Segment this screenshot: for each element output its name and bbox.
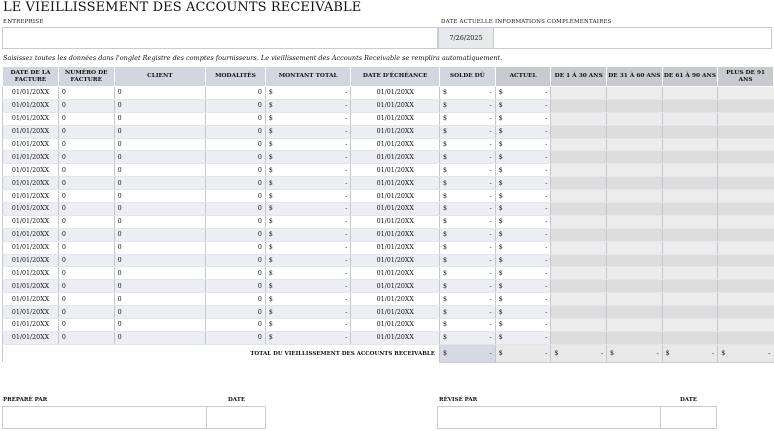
page-title: LE VIEILLISSEMENT DES ACCOUNTS RECEIVABLE xyxy=(3,0,362,15)
table-row xyxy=(3,164,774,177)
cell-client[interactable]: 0 xyxy=(114,99,205,112)
cell-91-plus xyxy=(718,293,774,306)
cell-due-date[interactable]: 01/01/20XX xyxy=(351,112,440,125)
cell-31-60 xyxy=(607,87,663,100)
cell-current[interactable]: $ - xyxy=(495,87,551,100)
cell-due-date[interactable]: 01/01/20XX xyxy=(351,306,440,319)
cell-1-30 xyxy=(551,241,607,254)
cell-due-date[interactable]: 01/01/20XX xyxy=(351,164,440,177)
cell-61-90 xyxy=(662,190,718,203)
cell-invoice-date[interactable]: 01/01/20XX xyxy=(3,164,59,177)
cell-terms[interactable]: 0 xyxy=(206,112,266,125)
cell-current[interactable]: $ - xyxy=(495,254,551,267)
cell-1-30 xyxy=(551,190,607,203)
cell-invoice-date[interactable]: 01/01/20XX xyxy=(3,215,59,228)
cell-invoice-number[interactable]: 0 xyxy=(58,125,114,138)
cell-terms[interactable]: 0 xyxy=(206,99,266,112)
cell-balance[interactable]: $ - xyxy=(439,190,495,203)
cell-due-date[interactable]: 01/01/20XX xyxy=(351,177,440,190)
cell-balance[interactable]: $ - xyxy=(439,99,495,112)
cell-61-90 xyxy=(662,254,718,267)
cell-client[interactable]: 0 xyxy=(114,280,205,293)
cell-91-plus xyxy=(718,241,774,254)
prepared-date-label: DATE xyxy=(228,397,246,403)
cell-invoice-number[interactable]: 0 xyxy=(58,215,114,228)
cell-total[interactable]: $ - xyxy=(265,190,351,203)
cell-current[interactable]: $ - xyxy=(495,241,551,254)
cell-due-date[interactable]: 01/01/20XX xyxy=(351,151,440,164)
cell-1-30 xyxy=(551,319,607,332)
cell-terms[interactable]: 0 xyxy=(206,228,266,241)
cell-balance[interactable]: $ - xyxy=(439,87,495,100)
cell-31-60 xyxy=(607,331,663,344)
table-row xyxy=(3,254,774,267)
cell-invoice-date[interactable]: 01/01/20XX xyxy=(3,331,59,344)
cell-client[interactable]: 0 xyxy=(114,241,205,254)
cell-due-date[interactable]: 01/01/20XX xyxy=(351,215,440,228)
cell-31-60 xyxy=(607,99,663,112)
cell-terms[interactable]: 0 xyxy=(206,125,266,138)
cell-invoice-date[interactable]: 01/01/20XX xyxy=(3,112,59,125)
cell-31-60 xyxy=(607,112,663,125)
cell-invoice-date[interactable]: 01/01/20XX xyxy=(3,241,59,254)
cell-91-plus xyxy=(718,267,774,280)
cell-total[interactable]: $ - xyxy=(265,331,351,344)
cell-due-date[interactable]: 01/01/20XX xyxy=(351,190,440,203)
cell-balance[interactable]: $ - xyxy=(439,306,495,319)
cell-client[interactable]: 0 xyxy=(114,177,205,190)
cell-client[interactable]: 0 xyxy=(114,215,205,228)
cell-balance[interactable]: $ - xyxy=(439,331,495,344)
table-row xyxy=(3,138,774,151)
cell-current[interactable]: $ - xyxy=(495,293,551,306)
cell-client[interactable]: 0 xyxy=(114,125,205,138)
cell-91-plus xyxy=(718,87,774,100)
cell-invoice-number[interactable]: 0 xyxy=(58,306,114,319)
cell-current[interactable]: $ - xyxy=(495,164,551,177)
cell-terms[interactable]: 0 xyxy=(206,203,266,216)
total-91-plus: $ - xyxy=(718,344,774,362)
cell-31-60 xyxy=(607,151,663,164)
col-current: ACTUEL xyxy=(495,67,551,87)
col-invoice-number: NUMÉRO DE FACTURE xyxy=(58,67,114,87)
cell-1-30 xyxy=(551,177,607,190)
cell-due-date[interactable]: 01/01/20XX xyxy=(351,254,440,267)
cell-1-30 xyxy=(551,267,607,280)
cell-total[interactable]: $ - xyxy=(265,319,351,332)
cell-61-90 xyxy=(662,228,718,241)
table-row xyxy=(3,151,774,164)
col-due-date: DATE D'ÉCHÉANCE xyxy=(351,67,440,87)
cell-client[interactable]: 0 xyxy=(114,138,205,151)
cell-91-plus xyxy=(718,151,774,164)
cell-61-90 xyxy=(662,177,718,190)
cell-invoice-date[interactable]: 01/01/20XX xyxy=(3,254,59,267)
reviewed-by-field[interactable] xyxy=(437,406,661,429)
current-date-field[interactable]: 7/26/2025 xyxy=(438,27,494,49)
cell-91-plus xyxy=(718,190,774,203)
cell-invoice-date[interactable]: 01/01/20XX xyxy=(3,177,59,190)
cell-terms[interactable]: 0 xyxy=(206,241,266,254)
cell-invoice-number[interactable]: 0 xyxy=(58,267,114,280)
cell-total[interactable]: $ - xyxy=(265,241,351,254)
cell-total[interactable]: $ - xyxy=(265,267,351,280)
cell-invoice-number[interactable]: 0 xyxy=(58,99,114,112)
table-row xyxy=(3,112,774,125)
table-row xyxy=(3,215,774,228)
cell-invoice-number[interactable]: 0 xyxy=(58,190,114,203)
cell-balance[interactable]: $ - xyxy=(439,151,495,164)
cell-client[interactable]: 0 xyxy=(114,228,205,241)
cell-client[interactable]: 0 xyxy=(114,331,205,344)
aging-table xyxy=(2,66,774,363)
cell-1-30 xyxy=(551,254,607,267)
cell-balance[interactable]: $ - xyxy=(439,203,495,216)
col-91-plus: PLUS DE 91 ANS xyxy=(718,67,774,87)
cell-due-date[interactable]: 01/01/20XX xyxy=(351,293,440,306)
cell-invoice-number[interactable]: 0 xyxy=(58,177,114,190)
cell-31-60 xyxy=(607,177,663,190)
cell-client[interactable]: 0 xyxy=(114,190,205,203)
cell-31-60 xyxy=(607,190,663,203)
cell-client[interactable]: 0 xyxy=(114,151,205,164)
cell-balance[interactable]: $ - xyxy=(439,319,495,332)
cell-invoice-number[interactable]: 0 xyxy=(58,293,114,306)
table-row xyxy=(3,293,774,306)
cell-91-plus xyxy=(718,280,774,293)
cell-client[interactable]: 0 xyxy=(114,306,205,319)
reviewed-by-label: RÉVISÉ PAR xyxy=(439,397,478,403)
cell-client[interactable]: 0 xyxy=(114,267,205,280)
cell-31-60 xyxy=(607,164,663,177)
col-client: CLIENT xyxy=(114,67,205,87)
cell-invoice-date[interactable]: 01/01/20XX xyxy=(3,203,59,216)
cell-terms[interactable]: 0 xyxy=(206,177,266,190)
cell-balance[interactable]: $ - xyxy=(439,125,495,138)
cell-client[interactable]: 0 xyxy=(114,112,205,125)
cell-balance[interactable]: $ - xyxy=(439,293,495,306)
cell-due-date[interactable]: 01/01/20XX xyxy=(351,125,440,138)
cell-invoice-date[interactable]: 01/01/20XX xyxy=(3,306,59,319)
cell-balance[interactable]: $ - xyxy=(439,228,495,241)
cell-due-date[interactable]: 01/01/20XX xyxy=(351,280,440,293)
cell-1-30 xyxy=(551,164,607,177)
cell-91-plus xyxy=(718,319,774,332)
additional-info-field[interactable] xyxy=(493,27,772,49)
cell-31-60 xyxy=(607,125,663,138)
cell-terms[interactable]: 0 xyxy=(206,164,266,177)
cell-current[interactable]: $ - xyxy=(495,319,551,332)
cell-due-date[interactable]: 01/01/20XX xyxy=(351,267,440,280)
cell-1-30 xyxy=(551,280,607,293)
cell-61-90 xyxy=(662,112,718,125)
cell-invoice-date[interactable]: 01/01/20XX xyxy=(3,267,59,280)
cell-due-date[interactable]: 01/01/20XX xyxy=(351,87,440,100)
cell-total[interactable]: $ - xyxy=(265,280,351,293)
cell-invoice-date[interactable]: 01/01/20XX xyxy=(3,87,59,100)
cell-balance[interactable]: $ - xyxy=(439,138,495,151)
cell-invoice-date[interactable]: 01/01/20XX xyxy=(3,99,59,112)
cell-invoice-number[interactable]: 0 xyxy=(58,228,114,241)
cell-terms[interactable]: 0 xyxy=(206,138,266,151)
cell-total[interactable]: $ - xyxy=(265,228,351,241)
cell-total[interactable]: $ - xyxy=(265,112,351,125)
col-balance-due: SOLDE DÛ xyxy=(439,67,495,87)
cell-due-date[interactable]: 01/01/20XX xyxy=(351,99,440,112)
cell-current[interactable]: $ - xyxy=(495,99,551,112)
total-61-90: $ - xyxy=(662,344,718,362)
current-date-label: DATE ACTUELLE xyxy=(441,19,493,25)
cell-1-30 xyxy=(551,228,607,241)
cell-1-30 xyxy=(551,112,607,125)
table-row xyxy=(3,241,774,254)
cell-61-90 xyxy=(662,319,718,332)
cell-91-plus xyxy=(718,99,774,112)
col-invoice-date: DATE DE LA FACTURE xyxy=(3,67,59,87)
cell-balance[interactable]: $ - xyxy=(439,254,495,267)
total-31-60: $ - xyxy=(607,344,663,362)
cell-terms[interactable]: 0 xyxy=(206,215,266,228)
cell-61-90 xyxy=(662,280,718,293)
cell-31-60 xyxy=(607,280,663,293)
instructions-text: Saisissez toutes les données dans l'onglet Registre des comptes fournisseurs. Le vieillissement des Accounts Receivable se remplira automatiquement. xyxy=(3,54,503,62)
table-row xyxy=(3,177,774,190)
col-61-90: DE 61 À 90 ANS xyxy=(662,67,718,87)
cell-1-30 xyxy=(551,331,607,344)
cell-due-date[interactable]: 01/01/20XX xyxy=(351,331,440,344)
cell-total[interactable]: $ - xyxy=(265,306,351,319)
cell-total[interactable]: $ - xyxy=(265,99,351,112)
cell-current[interactable]: $ - xyxy=(495,306,551,319)
additional-info-label: INFORMATIONS COMPLÉMENTAIRES xyxy=(495,19,612,25)
cell-current[interactable]: $ - xyxy=(495,203,551,216)
cell-invoice-number[interactable]: 0 xyxy=(58,203,114,216)
cell-1-30 xyxy=(551,215,607,228)
cell-client[interactable]: 0 xyxy=(114,203,205,216)
cell-current[interactable]: $ - xyxy=(495,267,551,280)
cell-31-60 xyxy=(607,203,663,216)
cell-terms[interactable]: 0 xyxy=(206,87,266,100)
cell-invoice-number[interactable]: 0 xyxy=(58,241,114,254)
cell-31-60 xyxy=(607,319,663,332)
cell-1-30 xyxy=(551,138,607,151)
cell-91-plus xyxy=(718,228,774,241)
company-label: ENTREPRISE xyxy=(3,19,44,25)
cell-current[interactable]: $ - xyxy=(495,125,551,138)
table-row xyxy=(3,331,774,344)
table-body xyxy=(3,87,774,345)
cell-invoice-date[interactable]: 01/01/20XX xyxy=(3,190,59,203)
cell-91-plus xyxy=(718,254,774,267)
prepared-by-field[interactable] xyxy=(2,406,207,429)
cell-due-date[interactable]: 01/01/20XX xyxy=(351,319,440,332)
table-row xyxy=(3,190,774,203)
cell-current[interactable]: $ - xyxy=(495,190,551,203)
cell-current[interactable]: $ - xyxy=(495,138,551,151)
cell-total[interactable]: $ - xyxy=(265,164,351,177)
cell-total[interactable]: $ - xyxy=(265,138,351,151)
cell-terms[interactable]: 0 xyxy=(206,293,266,306)
cell-31-60 xyxy=(607,293,663,306)
cell-invoice-date[interactable]: 01/01/20XX xyxy=(3,151,59,164)
cell-terms[interactable]: 0 xyxy=(206,319,266,332)
table-header-row xyxy=(3,67,774,87)
cell-total[interactable]: $ - xyxy=(265,215,351,228)
cell-61-90 xyxy=(662,331,718,344)
total-balance: $ - xyxy=(439,344,495,362)
company-field[interactable] xyxy=(2,27,438,49)
table-row xyxy=(3,99,774,112)
cell-61-90 xyxy=(662,203,718,216)
col-31-60: DE 31 À 60 ANS xyxy=(607,67,663,87)
cell-61-90 xyxy=(662,138,718,151)
cell-31-60 xyxy=(607,267,663,280)
table-row xyxy=(3,87,774,100)
cell-1-30 xyxy=(551,125,607,138)
cell-invoice-number[interactable]: 0 xyxy=(58,280,114,293)
cell-balance[interactable]: $ - xyxy=(439,241,495,254)
cell-client[interactable]: 0 xyxy=(114,254,205,267)
table-row xyxy=(3,267,774,280)
cell-invoice-number[interactable]: 0 xyxy=(58,138,114,151)
cell-61-90 xyxy=(662,267,718,280)
cell-1-30 xyxy=(551,306,607,319)
cell-31-60 xyxy=(607,215,663,228)
totals-label: TOTAL DU VIEILLISSEMENT DES ACCOUNTS RECEIVABLE xyxy=(3,344,440,362)
cell-invoice-date[interactable]: 01/01/20XX xyxy=(3,125,59,138)
cell-61-90 xyxy=(662,87,718,100)
cell-current[interactable]: $ - xyxy=(495,228,551,241)
cell-client[interactable]: 0 xyxy=(114,293,205,306)
cell-91-plus xyxy=(718,125,774,138)
cell-balance[interactable]: $ - xyxy=(439,280,495,293)
cell-invoice-date[interactable]: 01/01/20XX xyxy=(3,280,59,293)
cell-client[interactable]: 0 xyxy=(114,164,205,177)
prepared-by-label: PRÉPARÉ PAR xyxy=(3,397,48,403)
cell-terms[interactable]: 0 xyxy=(206,280,266,293)
cell-31-60 xyxy=(607,228,663,241)
cell-terms[interactable]: 0 xyxy=(206,331,266,344)
col-total-amount: MONTANT TOTAL xyxy=(265,67,351,87)
reviewed-date-label: DATE xyxy=(680,397,698,403)
cell-invoice-number[interactable]: 0 xyxy=(58,151,114,164)
cell-total[interactable]: $ - xyxy=(265,293,351,306)
cell-due-date[interactable]: 01/01/20XX xyxy=(351,228,440,241)
cell-current[interactable]: $ - xyxy=(495,112,551,125)
cell-61-90 xyxy=(662,215,718,228)
cell-balance[interactable]: $ - xyxy=(439,267,495,280)
cell-balance[interactable]: $ - xyxy=(439,215,495,228)
cell-total[interactable]: $ - xyxy=(265,87,351,100)
cell-invoice-number[interactable]: 0 xyxy=(58,254,114,267)
col-terms: MODALITÉS xyxy=(206,67,266,87)
cell-balance[interactable]: $ - xyxy=(439,177,495,190)
table-row xyxy=(3,306,774,319)
cell-terms[interactable]: 0 xyxy=(206,254,266,267)
cell-91-plus xyxy=(718,112,774,125)
cell-total[interactable]: $ - xyxy=(265,177,351,190)
cell-invoice-date[interactable]: 01/01/20XX xyxy=(3,319,59,332)
table-row xyxy=(3,280,774,293)
cell-balance[interactable]: $ - xyxy=(439,164,495,177)
cell-client[interactable]: 0 xyxy=(114,319,205,332)
cell-61-90 xyxy=(662,125,718,138)
cell-terms[interactable]: 0 xyxy=(206,267,266,280)
cell-total[interactable]: $ - xyxy=(265,254,351,267)
cell-91-plus xyxy=(718,331,774,344)
cell-91-plus xyxy=(718,177,774,190)
cell-31-60 xyxy=(607,138,663,151)
cell-due-date[interactable]: 01/01/20XX xyxy=(351,138,440,151)
cell-client[interactable]: 0 xyxy=(114,87,205,100)
cell-61-90 xyxy=(662,164,718,177)
cell-91-plus xyxy=(718,215,774,228)
cell-invoice-date[interactable]: 01/01/20XX xyxy=(3,228,59,241)
cell-91-plus xyxy=(718,203,774,216)
prepared-date-field[interactable] xyxy=(206,406,266,429)
cell-due-date[interactable]: 01/01/20XX xyxy=(351,241,440,254)
totals-row xyxy=(3,344,774,362)
table-row xyxy=(3,319,774,332)
cell-terms[interactable]: 0 xyxy=(206,190,266,203)
cell-current[interactable]: $ - xyxy=(495,331,551,344)
cell-1-30 xyxy=(551,203,607,216)
cell-91-plus xyxy=(718,164,774,177)
cell-61-90 xyxy=(662,151,718,164)
cell-invoice-date[interactable]: 01/01/20XX xyxy=(3,138,59,151)
cell-invoice-number[interactable]: 0 xyxy=(58,319,114,332)
cell-invoice-date[interactable]: 01/01/20XX xyxy=(3,293,59,306)
cell-1-30 xyxy=(551,87,607,100)
cell-total[interactable]: $ - xyxy=(265,203,351,216)
cell-91-plus xyxy=(718,138,774,151)
cell-61-90 xyxy=(662,241,718,254)
cell-61-90 xyxy=(662,99,718,112)
cell-due-date[interactable]: 01/01/20XX xyxy=(351,203,440,216)
cell-1-30 xyxy=(551,99,607,112)
cell-balance[interactable]: $ - xyxy=(439,112,495,125)
table-row xyxy=(3,228,774,241)
cell-invoice-number[interactable]: 0 xyxy=(58,87,114,100)
cell-31-60 xyxy=(607,241,663,254)
cell-31-60 xyxy=(607,306,663,319)
total-current: $ - xyxy=(495,344,551,362)
col-1-30: DE 1 À 30 ANS xyxy=(551,67,607,87)
cell-current[interactable]: $ - xyxy=(495,280,551,293)
cell-61-90 xyxy=(662,293,718,306)
cell-total[interactable]: $ - xyxy=(265,125,351,138)
reviewed-date-field[interactable] xyxy=(660,406,717,429)
cell-terms[interactable]: 0 xyxy=(206,306,266,319)
cell-current[interactable]: $ - xyxy=(495,151,551,164)
cell-61-90 xyxy=(662,306,718,319)
table-row xyxy=(3,125,774,138)
cell-1-30 xyxy=(551,151,607,164)
cell-invoice-number[interactable]: 0 xyxy=(58,112,114,125)
total-1-30: $ - xyxy=(551,344,607,362)
cell-31-60 xyxy=(607,254,663,267)
cell-invoice-number[interactable]: 0 xyxy=(58,331,114,344)
cell-current[interactable]: $ - xyxy=(495,177,551,190)
cell-invoice-number[interactable]: 0 xyxy=(58,164,114,177)
table-row xyxy=(3,203,774,216)
cell-total[interactable]: $ - xyxy=(265,151,351,164)
cell-terms[interactable]: 0 xyxy=(206,151,266,164)
cell-1-30 xyxy=(551,293,607,306)
cell-91-plus xyxy=(718,306,774,319)
cell-current[interactable]: $ - xyxy=(495,215,551,228)
